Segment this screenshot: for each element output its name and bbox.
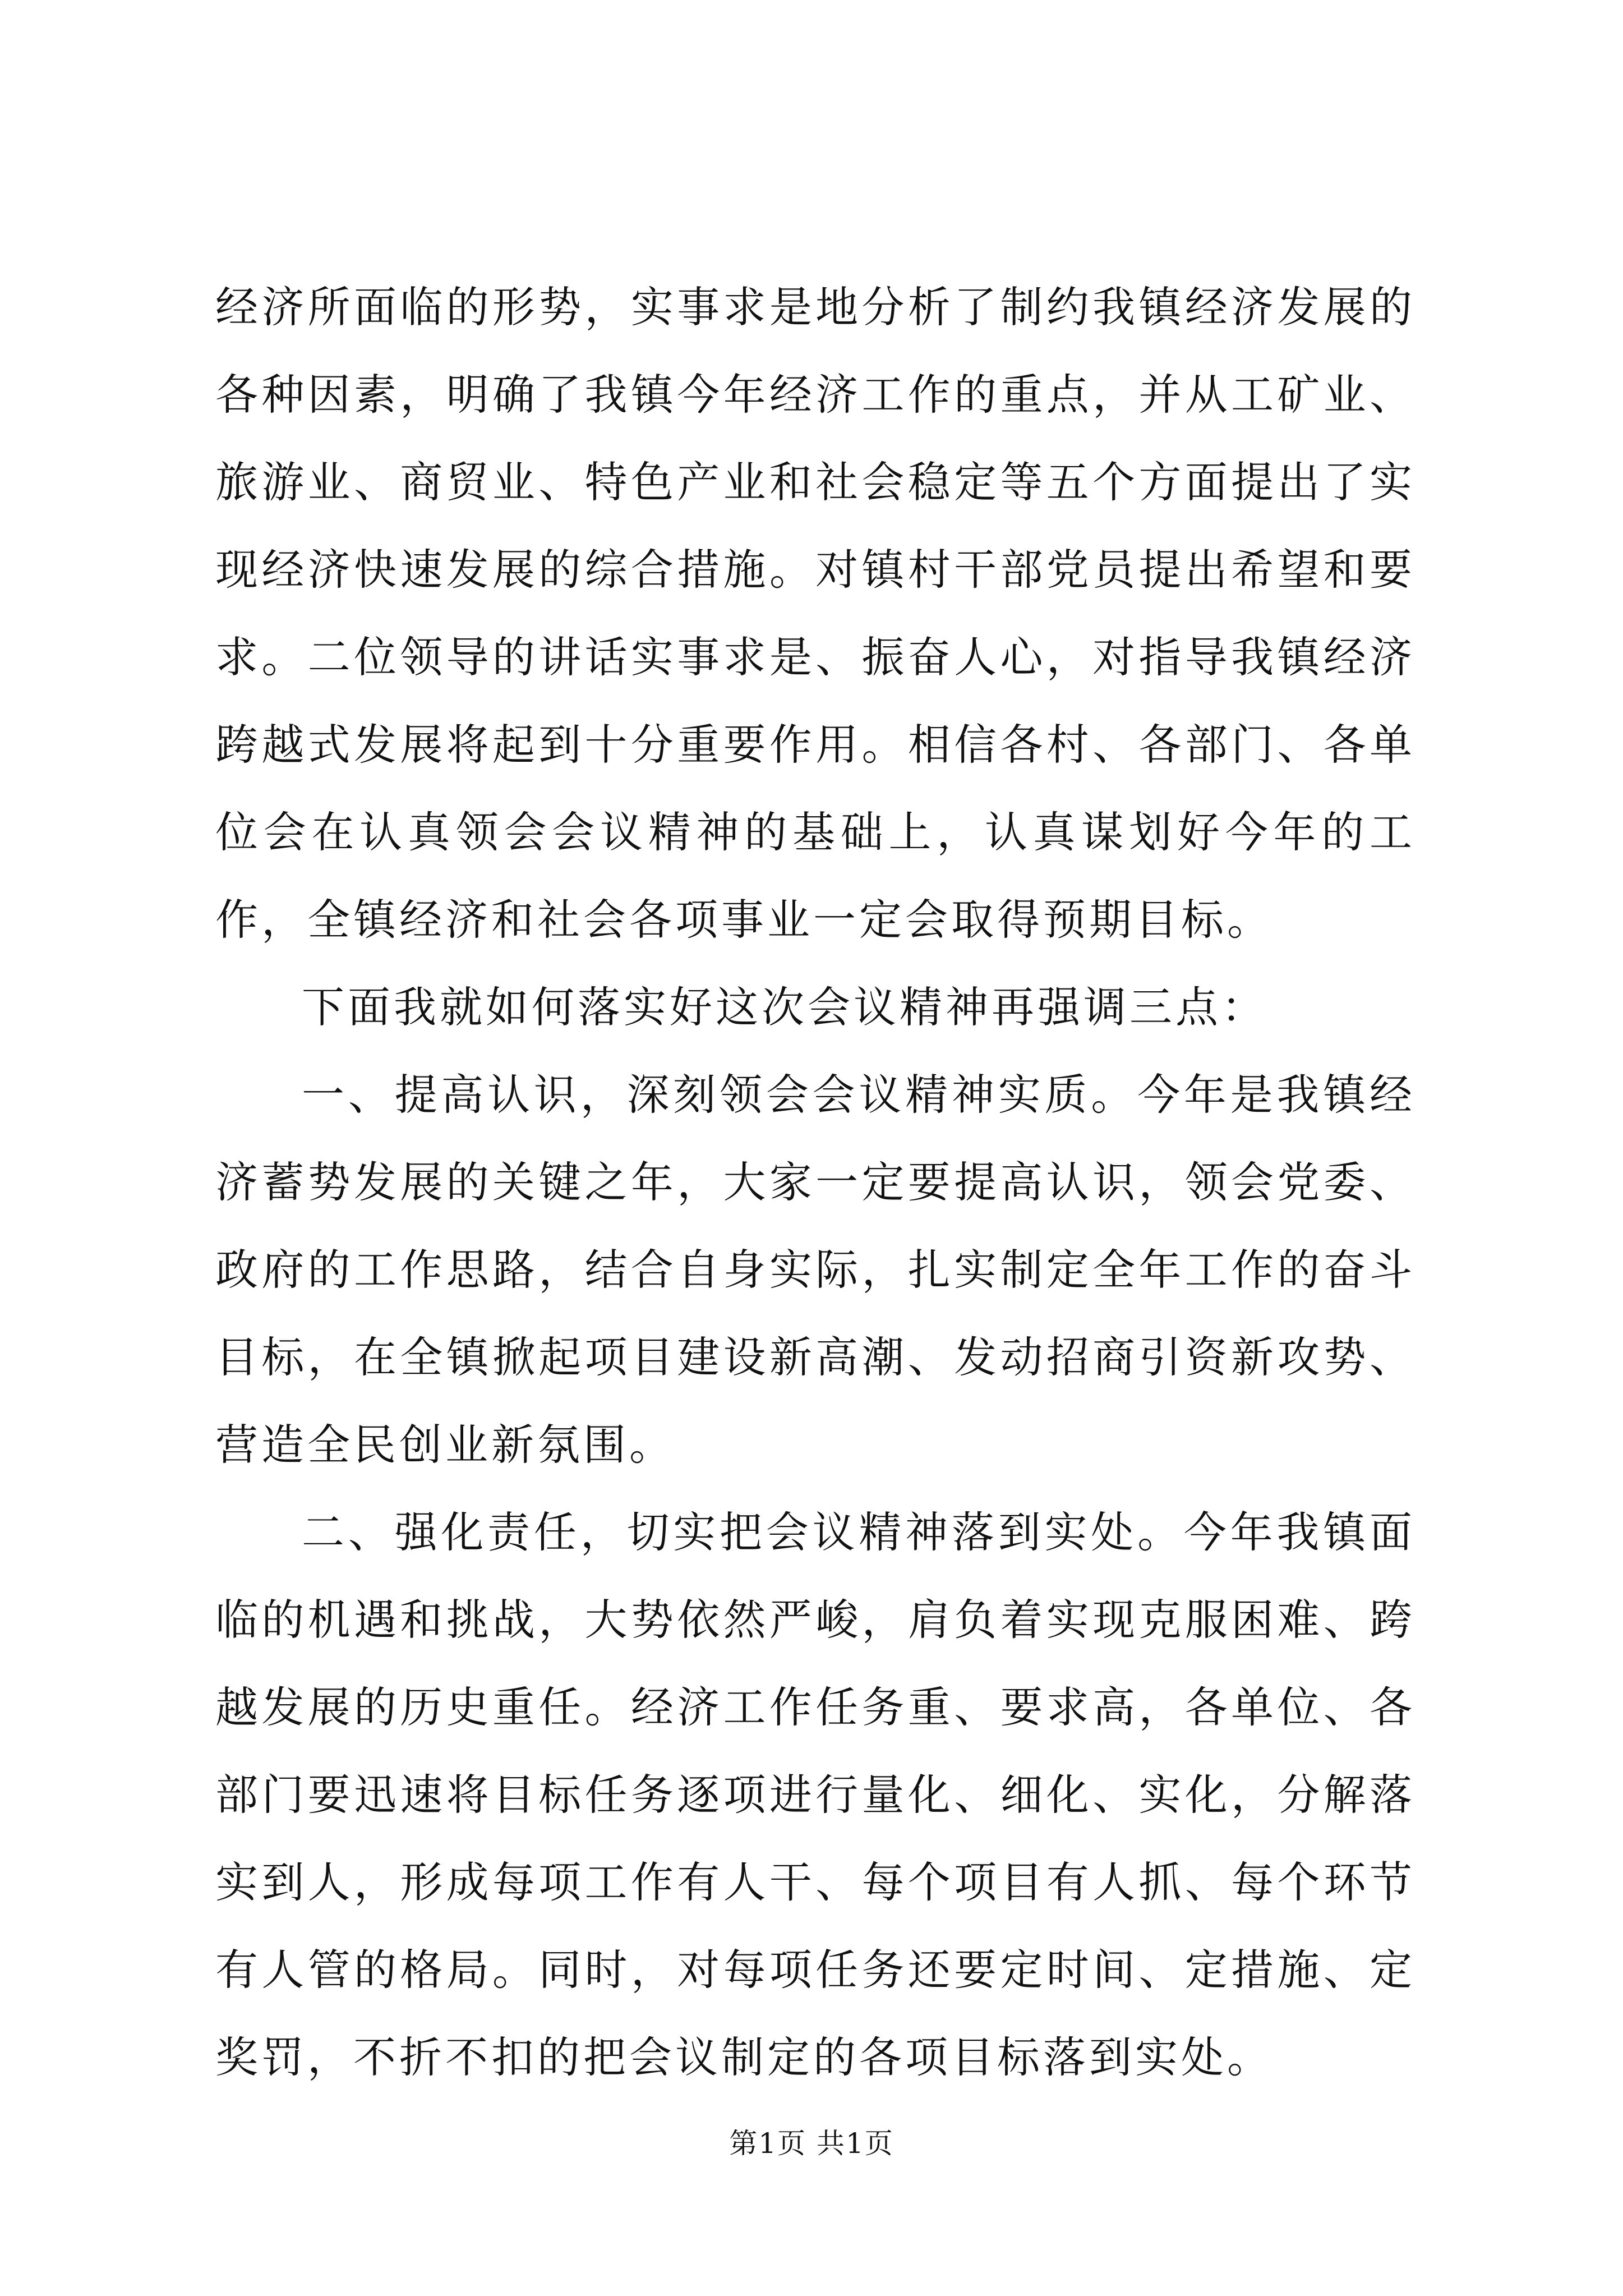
page-footer: 第1页 共1页 [729,2127,894,2160]
document-body [215,264,1415,2101]
paragraph-3: 一、提高认识，深刻领会会议精神实质。今年是我镇经济蓄势发展的关键之年，大家一定要提高认识，领会党委、政府的工作思路，结合自身实际，扎实制定全年工作的奋斗目标，在全镇掀起项目建设新高潮、发动招商引资新攻势、营造全民创业新氛围。 [215,1070,1415,1470]
paragraph-2: 下面我就如何落实好这次会议精神再强调三点： [302,982,1267,1032]
paragraph-1: 经济所面临的形势，实事求是地分析了制约我镇经济发展的各种因素，明确了我镇今年经济工作的重点，并从工矿业、旅游业、商贸业、特色产业和社会稳定等五个方面提出了实现经济快速发展的综合措施。对镇村干部党员提出希望和要求。二位领导的讲话实事求是、振奋人心，对指导我镇经济跨越式发展将起到十分重要作用。相信各村、各部门、各单位会在认真领会会议精神的基础上，认真谋划好今年的工作，全镇经济和社会各项事业一定会取得预期目标。 [215,282,1415,945]
paragraph-4: 二、强化责任，切实把会议精神落到实处。今年我镇面临的机遇和挑战，大势依然严峻，肩负着实现克服困难、跨越发展的历史重任。经济工作任务重、要求高，各单位、各部门要迅速将目标任务逐项进行量化、细化、实化，分解落实到人，形成每项工作有人干、每个项目有人抓、每个环节有人管的格局。同时，对每项任务还要定时间、定措施、定奖罚，不折不扣的把会议制定的各项目标落到实处。 [215,1507,1415,2082]
